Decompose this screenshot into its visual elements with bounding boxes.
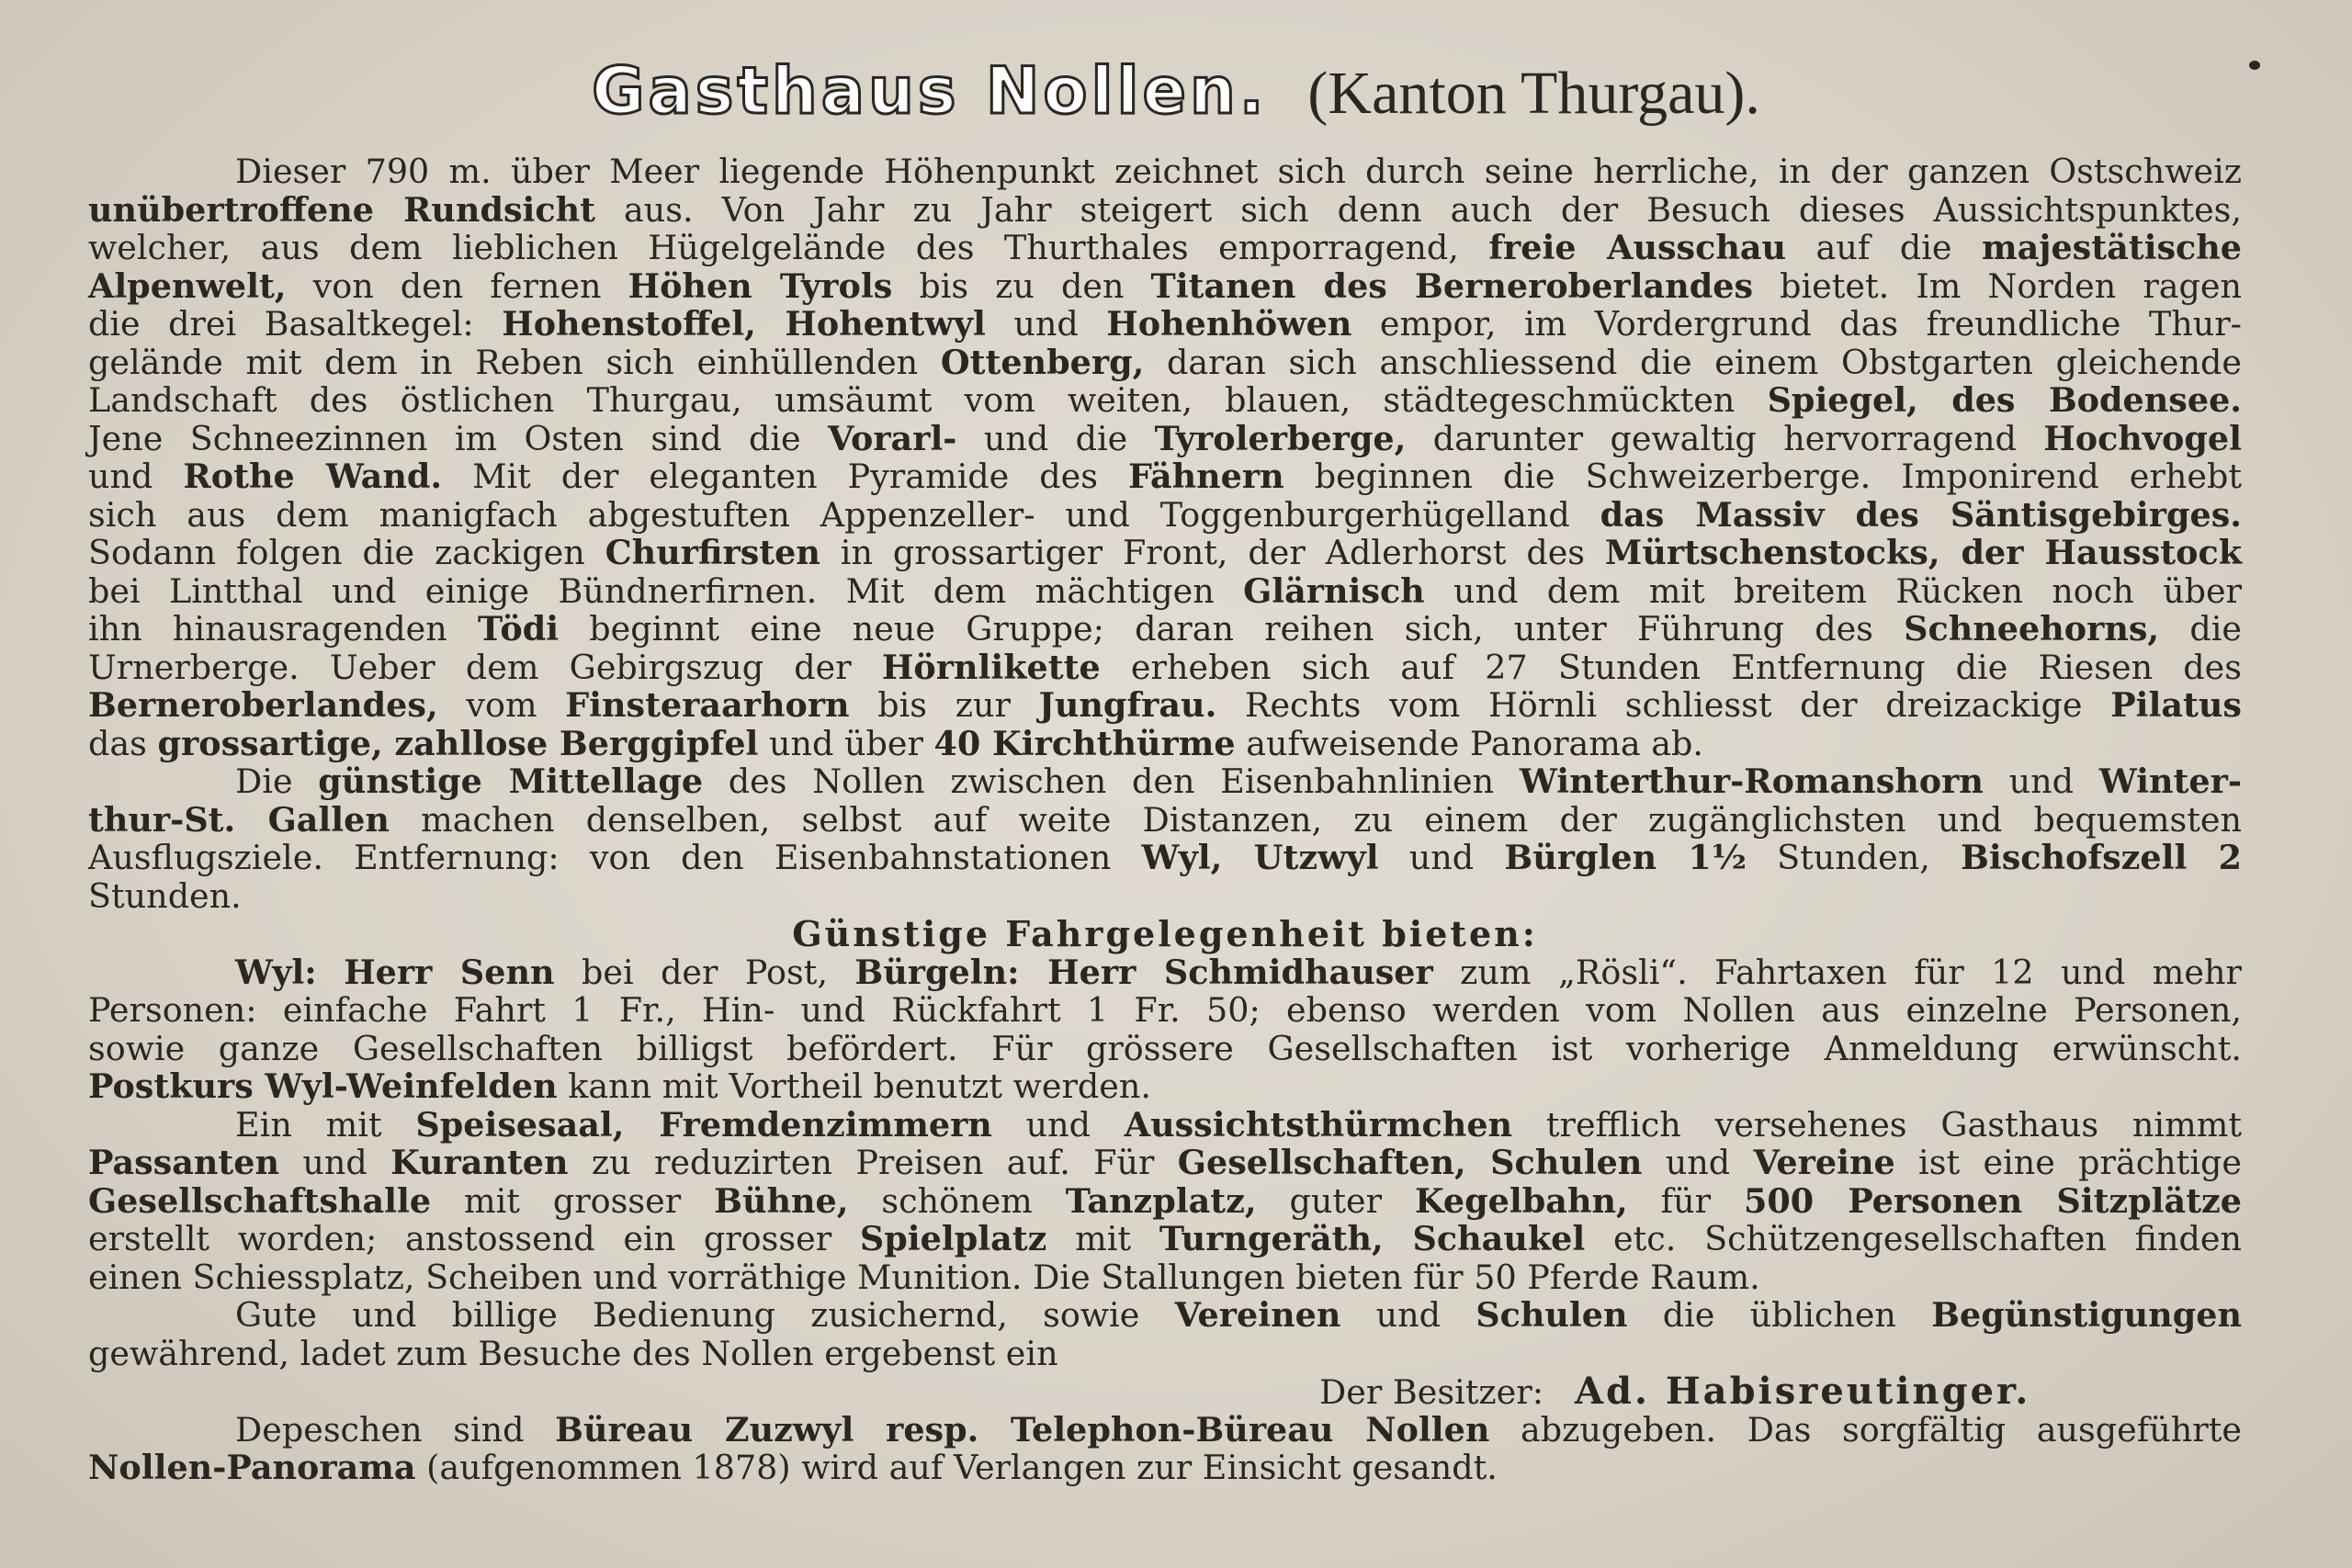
bold-text-run: freie Ausschau <box>1488 228 1787 267</box>
bold-text-run: Ottenberg, <box>940 342 1145 382</box>
text-run: für <box>1627 1180 1745 1221</box>
text-run: darunter gewaltig hervorragend <box>1406 418 2044 458</box>
text-line <box>88 991 2242 1030</box>
text-run: trefflich versehenes Gasthaus nimmt <box>1512 1104 2242 1145</box>
bold-text-run: Hohenstoffel, Hohentwyl <box>502 304 986 344</box>
text-run: daran sich anschliessend die einem Obstgarten gleichende <box>1144 342 2242 382</box>
text-run: die <box>2159 609 2242 649</box>
text-line <box>88 457 2242 496</box>
text-run: zum „Rösli“. Fahrtaxen für 12 und mehr <box>1432 952 2242 992</box>
text-run: und <box>279 1143 391 1182</box>
bold-text-run: Titanen des Berneroberlandes <box>1150 265 1753 306</box>
bold-text-run: Hochvogel <box>2043 418 2242 458</box>
text-run: ihn hinausragenden <box>88 609 478 649</box>
text-run: und <box>985 304 1107 344</box>
text-line <box>88 725 2242 763</box>
text-line <box>88 381 2242 420</box>
text-line <box>88 1411 2242 1450</box>
bold-text-run: Finsteraarhorn <box>565 685 850 725</box>
bold-text-run: Schulen <box>1476 1295 1628 1335</box>
text-run: und <box>991 1104 1125 1145</box>
text-run: und <box>1378 838 1505 877</box>
text-run: aus. Von Jahr zu Jahr steigert sich denn auch der Besuch dieses Aussichtspunktes, <box>595 189 2242 230</box>
text-run: abzugeben. Das sorgfältig ausgeführte <box>1489 1409 2242 1450</box>
text-run: Personen: einfache Fahrt 1 Fr., Hin- und Rückfahrt 1 Fr. 50; ebenso werden vom Nollen aus einzelne Personen, <box>88 990 2242 1030</box>
text-run: erstellt worden; anstossend ein grosser <box>88 1219 860 1258</box>
text-run: etc. Schützengesellschaften finden <box>1585 1219 2242 1258</box>
text-run: bei Lintthal und einige Bündnerfirnen. Mit dem mächtigen <box>88 570 1244 611</box>
bold-text-run: Höhen Tyrols <box>628 265 893 306</box>
bold-text-run: Bürglen 1½ <box>1504 838 1747 877</box>
text-run: Urnerberge. Ueber dem Gebirgszug der <box>88 647 882 687</box>
bold-text-run: Begünstigungen <box>1931 1295 2242 1335</box>
bold-text-run: Nollen-Panorama <box>88 1448 416 1487</box>
text-line <box>88 801 2242 840</box>
bold-text-run: Gesellschaftshalle <box>88 1180 432 1221</box>
bold-text-run: Glärnisch <box>1243 570 1425 611</box>
bold-text-run: Winterthur-Romanshorn <box>1519 761 1984 801</box>
bold-text-run: majestätische <box>1981 228 2242 267</box>
text-run: Gute und billige Bedienung zusichernd, sowie <box>235 1295 1175 1335</box>
text-line <box>88 1258 2242 1297</box>
text-run: Landschaft des östlichen Thurgau, umsäumt vom weiten, blauen, städtegeschmückten <box>88 380 1768 420</box>
text-run: Die <box>235 761 319 801</box>
bold-text-run: Hohenhöwen <box>1106 304 1352 344</box>
text-run: Günstige Fahrgelegenheit bieten: <box>792 913 1538 954</box>
text-line <box>88 877 2242 916</box>
text-run: sich aus dem manigfach abgestuften Appenzeller- und Toggenburgerhügelland <box>88 494 1600 535</box>
text-run: bis zu den <box>892 265 1151 306</box>
bold-text-run: Wyl: <box>235 952 317 992</box>
bold-text-run: Aussichtsthürmchen <box>1124 1104 1513 1145</box>
bold-text-run: Turngeräth, Schaukel <box>1159 1219 1586 1258</box>
text-run: sowie ganze Gesellschaften billigst befördert. Für grössere Gesellschaften ist vorherige Anmeldung erwünscht. <box>88 1028 2242 1068</box>
bold-text-run: Winter- <box>2098 761 2242 801</box>
text-line <box>88 1067 2242 1106</box>
text-line <box>88 1144 2242 1182</box>
text-run: beginnt eine neue Gruppe; daran reihen sich, unter Führung des <box>559 609 1905 649</box>
text-line <box>88 686 2242 725</box>
text-run: machen denselben, selbst auf weite Distanzen, zu einem der zugänglichsten und bequemsten <box>389 799 2243 840</box>
bold-text-run: Herr Senn <box>344 952 555 992</box>
bold-text-run: Pilatus <box>2110 685 2242 725</box>
text-run: das <box>88 723 158 763</box>
text-run: in grossartiger Front, der Adlerhorst des <box>820 533 1605 572</box>
bold-text-run: grossartige, zahllose Berggipfel <box>157 723 759 763</box>
text-run: (aufgenommen 1878) wird auf Verlangen zur Einsicht gesandt. <box>415 1448 1498 1487</box>
footer-lines <box>88 1411 2242 1487</box>
text-run: des Nollen zwischen den Eisenbahnlinien <box>703 761 1520 801</box>
text-line <box>88 1106 2242 1145</box>
text-run: und <box>1340 1295 1476 1335</box>
body-text <box>88 152 2242 1487</box>
title-main: Gasthaus Nollen. <box>592 53 1268 129</box>
text-run: Jene Schneezinnen im Osten sind die <box>88 418 829 458</box>
bold-text-run: 40 Kirchthürme <box>933 723 1236 763</box>
text-line <box>88 267 2242 306</box>
bold-text-run: unübertroffene Rundsicht <box>88 189 596 230</box>
text-run: empor, im Vordergrund das freundliche Thur- <box>1351 304 2242 344</box>
text-run: kann mit Vortheil benutzt werden. <box>557 1066 1151 1106</box>
bold-text-run: thur-St. Gallen <box>88 799 390 840</box>
text-line <box>88 229 2242 267</box>
text-run: zu reduzirten Preisen auf. Für <box>568 1143 1178 1182</box>
bold-text-run: Postkurs Wyl-Weinfelden <box>88 1066 558 1106</box>
bold-text-run: Speisesaal, Fremdenzimmern <box>415 1104 992 1145</box>
text-run: die üblichen <box>1627 1295 1932 1335</box>
text-run: mit grosser <box>431 1180 715 1221</box>
text-run: schönem <box>848 1180 1066 1221</box>
text-run: gewährend, ladet zum Besuche des Nollen ergebenst ein <box>88 1333 1058 1373</box>
text-line <box>88 649 2242 687</box>
bold-text-run: Kegelbahn, <box>1415 1180 1628 1221</box>
bold-text-run: Spielplatz <box>859 1219 1047 1258</box>
text-line <box>88 915 2242 953</box>
text-run: und <box>1642 1143 1754 1182</box>
text-run: und <box>1983 761 2099 801</box>
text-line <box>88 1296 2242 1335</box>
bold-text-run: Alpenwelt, <box>88 265 287 306</box>
text-line <box>88 152 2242 191</box>
bold-text-run: Passanten <box>88 1143 280 1182</box>
bold-text-run: Vereinen <box>1174 1295 1341 1335</box>
text-line <box>88 305 2242 344</box>
text-run: von den fernen <box>286 265 628 306</box>
bold-text-run: Bühne, <box>714 1180 849 1221</box>
bold-text-run: Schneehorns, <box>1904 609 2160 649</box>
bold-text-run: Tyrolerberge, <box>1154 418 1407 458</box>
text-run: einen Schiessplatz, Scheiben und vorräthige Munition. Die Stallungen bieten für 50 Pferde Raum. <box>88 1257 1760 1297</box>
text-run: auf die <box>1786 228 1982 267</box>
text-run: bietet. Im Norden ragen <box>1753 265 2243 306</box>
text-run: Rechts vom Hörnli schliesst der dreizackige <box>1216 685 2111 725</box>
bold-text-run: Gesellschaften, Schulen <box>1177 1143 1643 1182</box>
bold-text-run: Rothe Wand. <box>183 457 443 496</box>
text-line <box>88 839 2242 877</box>
bold-text-run: Bürgeln: Herr Schmidhauser <box>854 952 1433 992</box>
text-run: und <box>88 457 184 496</box>
bold-text-run: Bischofszell 2 <box>1961 838 2243 877</box>
text-run: die drei Basaltkegel: <box>88 304 503 344</box>
signature-name: Ad. Habisreutinger. <box>1575 1370 2031 1413</box>
title-subtitle: (Kanton Thurgau). <box>1307 60 1760 127</box>
text-line <box>88 762 2242 801</box>
text-run: erheben sich auf 27 Stunden Entfernung die Riesen des <box>1100 647 2242 687</box>
text-run: Ausflugsziele. Entfernung: von den Eisenbahnstationen <box>88 838 1142 877</box>
bold-text-run: Vorarl- <box>828 418 957 458</box>
text-run: Ein mit <box>235 1104 416 1145</box>
signature-label: Der Besitzer: <box>1319 1372 1544 1412</box>
bold-text-run: Hörnlikette <box>881 647 1101 687</box>
text-run: beginnen die Schweizerberge. Imponirend erhebt <box>1283 457 2242 496</box>
text-run: Dieser 790 m. über Meer liegende Höhenpunkt zeichnet sich durch seine herrliche, in der ganzen Ostschweiz <box>235 152 2242 191</box>
text-run: Stunden, <box>1746 838 1962 877</box>
text-line <box>88 191 2242 230</box>
bold-text-run: das Massiv des Säntisgebirges. <box>1600 494 2243 535</box>
text-line <box>88 953 2242 992</box>
text-run: bis zur <box>849 685 1039 725</box>
text-run: und dem mit breitem Rücken noch über <box>1424 570 2242 611</box>
text-run: guter <box>1256 1180 1416 1221</box>
text-line <box>88 1182 2242 1221</box>
text-run: Depeschen sind <box>235 1409 556 1450</box>
bold-text-run: Tanzplatz, <box>1065 1180 1257 1221</box>
text-line <box>88 1220 2242 1258</box>
text-run: Sodann folgen die zackigen <box>88 533 605 572</box>
bold-text-run: Jungfrau. <box>1038 685 1217 725</box>
text-line <box>88 1335 2242 1373</box>
document-title <box>0 53 2352 129</box>
text-run: Stunden. <box>88 875 242 916</box>
bold-text-run: Spiegel, des Bodensee. <box>1767 380 2243 420</box>
bold-text-run: 500 Personen Sitzplätze <box>1744 1180 2242 1221</box>
text-line <box>88 572 2242 611</box>
signature-line <box>88 1372 2242 1411</box>
bold-text-run: Tödi <box>477 609 560 649</box>
text-run: ist eine prächtige <box>1894 1143 2242 1182</box>
bold-text-run: Fähnern <box>1128 457 1284 496</box>
text-line <box>88 420 2242 458</box>
bold-text-run: Mürtschenstocks, der Hausstock <box>1604 533 2242 572</box>
text-run: und über <box>758 723 934 763</box>
bold-text-run: Wyl, Utzwyl <box>1141 838 1379 877</box>
text-run: mit <box>1046 1219 1159 1258</box>
text-line <box>88 1449 2242 1487</box>
body-lines <box>88 152 2242 1372</box>
text-run: Mit der eleganten Pyramide des <box>442 457 1129 496</box>
bold-text-run: Churfirsten <box>605 533 820 572</box>
text-line <box>88 344 2242 382</box>
text-run: bei der Post, <box>554 952 855 992</box>
bold-text-run: Vereine <box>1753 1143 1895 1182</box>
text-line <box>88 1030 2242 1068</box>
text-run: gelände mit dem in Reben sich einhüllenden <box>88 342 941 382</box>
text-run: und die <box>956 418 1155 458</box>
bold-text-run: Berneroberlandes, <box>88 685 438 725</box>
text-run: aufweisende Panorama ab. <box>1235 723 1704 763</box>
text-line <box>88 496 2242 535</box>
text-line <box>88 534 2242 572</box>
text-line <box>88 610 2242 649</box>
bold-text-run: günstige Mittellage <box>318 761 704 801</box>
text-run <box>317 953 344 992</box>
text-run: vom <box>437 685 566 725</box>
bold-text-run: Kuranten <box>390 1143 569 1182</box>
bold-text-run: Büreau Zuzwyl resp. Telephon-Büreau Nollen <box>555 1409 1490 1450</box>
text-run: welcher, aus dem lieblichen Hügelgelände des Thurthales emporragend, <box>88 228 1489 267</box>
